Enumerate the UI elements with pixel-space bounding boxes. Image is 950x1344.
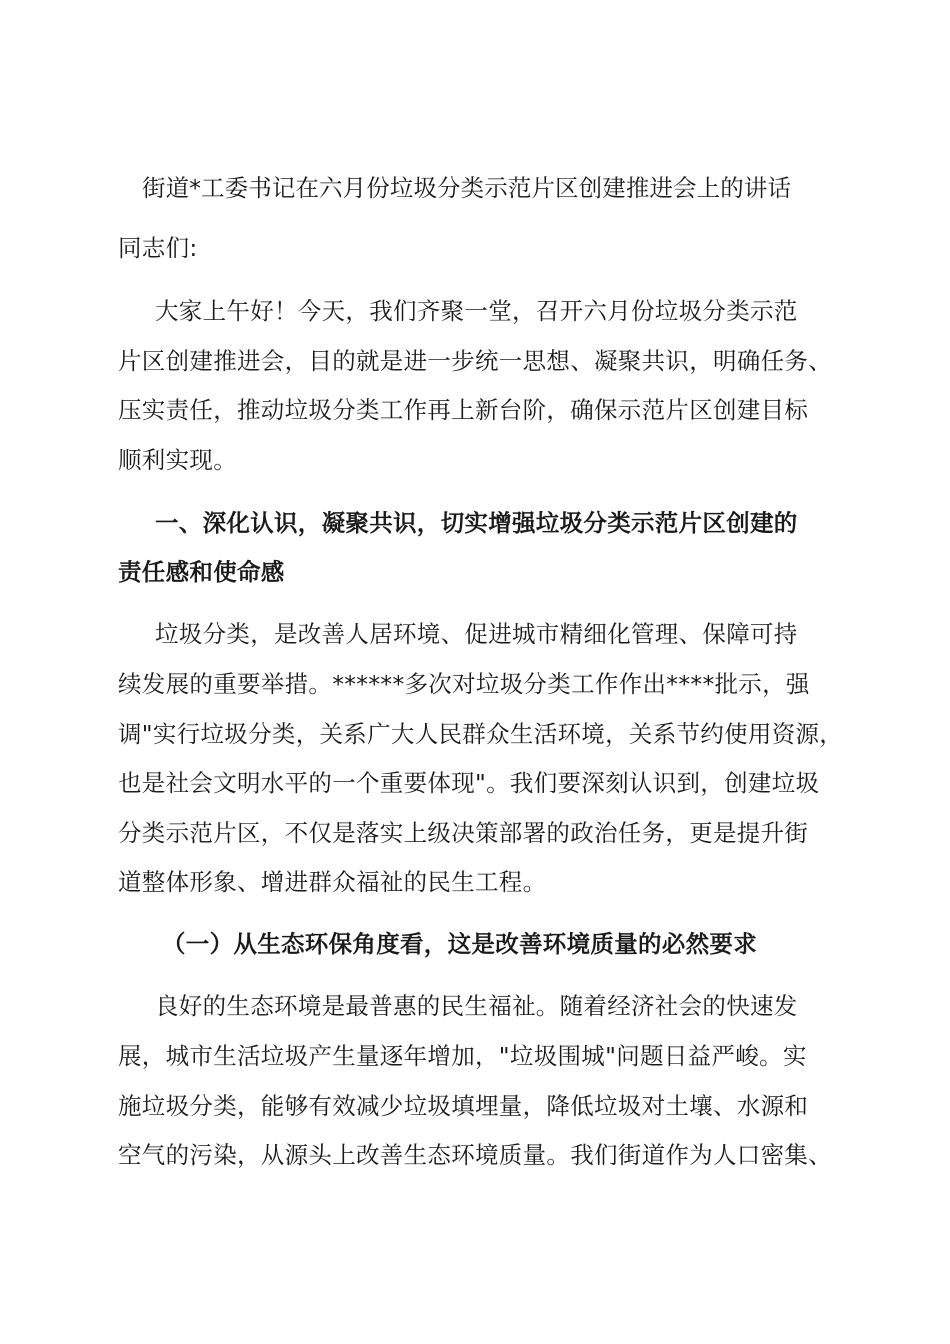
paragraph-line: 空气的污染，从源头上改善生态环境质量。我们街道作为人口密集、: [118, 1141, 832, 1169]
paragraph-line: 良好的生态环境是最普惠的民生福祉。随着经济社会的快速发: [155, 992, 798, 1020]
paragraph-line: 调"实行垃圾分类，关系广大人民群众生活环境，关系节约使用资源，: [118, 720, 844, 748]
paragraph-line: 道整体形象、增进群众福祉的民生工程。: [118, 868, 547, 896]
subsection-heading: （一）从生态环保角度看，这是改善环境质量的必然要求: [162, 930, 757, 958]
paragraph-line: 压实责任，推动垃圾分类工作再上新台阶，确保示范片区创建目标: [118, 396, 809, 424]
document-title: 街道*工委书记在六月份垃圾分类示范片区创建推进会上的讲话: [142, 174, 792, 202]
section-heading: 责任感和使命感: [118, 558, 285, 586]
paragraph-line: 续发展的重要举措。******多次对垃圾分类工作作出****批示，强: [118, 670, 810, 698]
paragraph-line: 垃圾分类，是改善人居环境、促进城市精细化管理、保障可持: [155, 620, 798, 648]
paragraph-line: 施垃圾分类，能够有效减少垃圾填埋量，降低垃圾对土壤、水源和: [118, 1092, 809, 1120]
paragraph-line: 分类示范片区，不仅是落实上级决策部署的政治任务，更是提升街: [118, 819, 809, 847]
paragraph-line: 大家上午好！今天，我们齐聚一堂，召开六月份垃圾分类示范: [155, 297, 798, 325]
paragraph-line: 片区创建推进会，目的就是进一步统一思想、凝聚共识，明确任务、: [118, 347, 832, 375]
section-heading: 一、深化认识，凝聚共识，切实增强垃圾分类示范片区创建的: [155, 509, 798, 537]
paragraph-line: 也是社会文明水平的一个重要体现"。我们要深刻认识到，创建垃圾: [118, 769, 820, 797]
paragraph-line: 展，城市生活垃圾产生量逐年增加，"垃圾围城"问题日益严峻。实: [118, 1042, 807, 1070]
salutation: 同志们:: [118, 234, 198, 262]
paragraph-line: 顺利实现。: [118, 446, 237, 474]
